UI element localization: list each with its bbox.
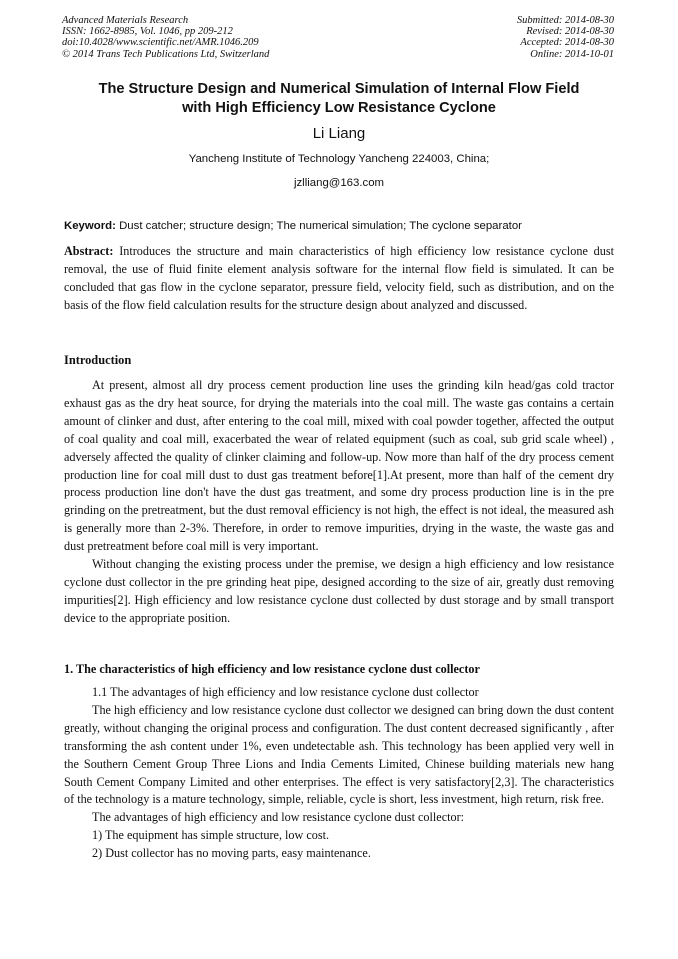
subsection-1-1-heading: 1.1 The advantages of high efficiency and low resistance cyclone dust collector xyxy=(92,685,479,699)
section-1-heading: 1. The characteristics of high efficiency and low resistance cyclone dust collector xyxy=(64,662,480,676)
advantage-item-1: 1) The equipment has simple structure, low cost. xyxy=(92,828,330,843)
introduction-body xyxy=(64,377,614,628)
journal-name: Advanced Materials Research xyxy=(62,15,189,26)
section-1-body xyxy=(64,684,614,863)
author-name: Li Liang xyxy=(312,125,366,142)
date-revised: Revised: 2014-08-30 xyxy=(526,26,614,38)
paper-title xyxy=(40,80,638,118)
advantages-intro: The advantages of high efficiency and low resistance cyclone dust collector: xyxy=(92,810,465,825)
date-accepted: Accepted: 2014-08-30 xyxy=(520,37,614,49)
journal-info xyxy=(62,15,269,60)
advantage-item-2: 2) Dust collector has no moving parts, easy maintenance. xyxy=(92,846,371,861)
introduction-heading: Introduction xyxy=(64,353,132,367)
journal-copyright: © 2014 Trans Tech Publications Ltd, Switzerland xyxy=(62,48,270,60)
journal-doi: doi:10.4028/www.scientific.net/AMR.1046.209 xyxy=(62,37,259,49)
abstract-text: Introduces the structure and main characteristics of high efficiency low resistance cyclone dust removal, the use of fluid finite element analysis software for the internal flow field is simulated. It can be concluded that gas flow in the cyclone separator, pressure field, velocity field, such as distribution, and on the basis of the flow field calculation results for the structure design about analyzed and discussed. xyxy=(64,244,614,312)
abstract xyxy=(64,243,614,315)
date-submitted: Submitted: 2014-08-30 xyxy=(516,15,614,26)
keywords xyxy=(64,219,624,234)
journal-issn: ISSN: 1662-8985, Vol. 1046, pp 209-212 xyxy=(62,26,233,38)
author-email: jzlliang@163.com xyxy=(293,177,385,189)
author-affiliation: Yancheng Institute of Technology Yancheng 224003, China; xyxy=(188,153,490,165)
date-online: Online: 2014-10-01 xyxy=(530,48,614,60)
title-line-1: The Structure Design and Numerical Simulation of Internal Flow Field xyxy=(98,81,580,97)
keywords-label: Keyword: xyxy=(64,220,116,232)
section-1-paragraph-1: The high efficiency and low resistance cyclone dust collector we designed can bring down the dust content greatly, without changing the original process and configuration. The dust content decreased significantly , after transforming the ash content under 1%, even undetectable ash. This technology has been applied very well in the Southern Cement Group Three Lions and India Cements Limited, Chinese building materials new hang South Cement Company Limited and other enterprises. The effect is very satisfactory[2,3]. The characteristics of the technology is a mature technology, simple, reliable, cycle is short, less investment, high return, risk free. xyxy=(64,702,614,807)
introduction-paragraph-1: At present, almost all dry process cement production line uses the grinding kiln head/gas cold tractor exhaust gas as the dry heat source, for drying the materials into the coal mill. The waste gas contains a certain amount of clinker and dust, after entering to the coal mill, mixed with coal powder together, affected the output of coal quality and coal mill, exacerbated the wear of related equipment (such as coal, sub grid scale wheel) , adversely affected the quality of clinker claiming and follow-up. Now more than half of the dry process cement production line for coal mill dust to dust gas treatment before[1].At present, more than half of the cement dry process production line don't have the dust gas treatment, and some dry process production line is in the pre grinding on the pretreatment, but the dust removal efficiency is not high, the effect is not ideal, the measured ash is generally more than 2-3%. Therefore, in order to remove impurities, drying in the waste, the waste gas and dust pretreatment before coal mill is very important. xyxy=(64,378,614,554)
introduction-paragraph-2: Without changing the existing process under the premise, we design a high efficiency and low resistance cyclone dust collector in the pre grinding heat pipe, designed according to the size of air, greatly dust removing impurities[2]. High efficiency and low resistance cyclone dust collected by dust storage and by small transport device to the appropriate position. xyxy=(64,557,614,625)
publication-dates xyxy=(517,15,614,60)
abstract-label: Abstract: xyxy=(64,244,114,258)
title-line-2: with High Efficiency Low Resistance Cyclone xyxy=(182,100,496,116)
keywords-text: Dust catcher; structure design; The numerical simulation; The cyclone separator xyxy=(115,220,522,232)
